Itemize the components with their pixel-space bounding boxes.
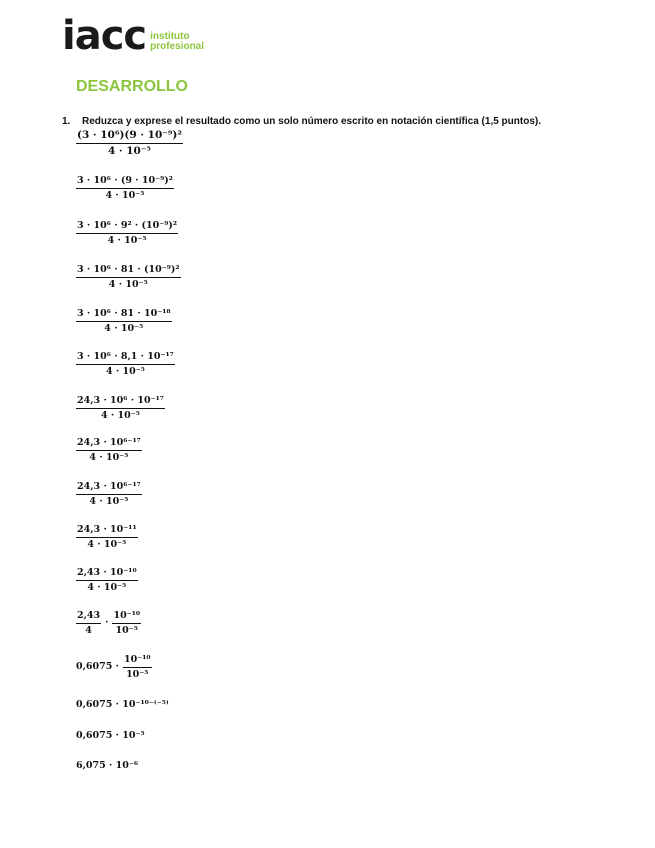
step-5 (76, 309, 172, 333)
step-9 (76, 482, 142, 506)
step-12-a-denominator: 4 (85, 624, 92, 636)
logo-line2: profesional (150, 41, 205, 52)
step-1 (76, 130, 183, 156)
step-2-numerator: 3 · 10⁶ · (9 · 10⁻⁹)² (76, 176, 174, 189)
step-13-lead: 0,6075 · (76, 661, 119, 673)
logo-subtitle (150, 32, 204, 52)
question-number: 1. (62, 116, 71, 127)
step-16: 6,075 · 10⁻⁶ (76, 760, 139, 771)
step-12-dot: · (105, 617, 109, 629)
step-3-denominator: 4 · 10⁻⁵ (107, 234, 147, 246)
step-6-numerator: 3 · 10⁶ · 8,1 · 10⁻¹⁷ (76, 352, 175, 365)
step-2 (76, 176, 174, 200)
step-9-numerator: 24,3 · 10⁶⁻¹⁷ (76, 482, 142, 495)
step-12-b-numerator: 10⁻¹⁰ (112, 611, 141, 624)
step-11-denominator: 4 · 10⁻⁵ (87, 581, 127, 593)
step-5-denominator: 4 · 10⁻⁵ (104, 322, 144, 334)
step-10-numerator: 24,3 · 10⁻¹¹ (76, 525, 138, 538)
step-1-numerator: (3 · 10⁶)(9 · 10⁻⁹)² (76, 130, 183, 144)
question-text: Reduzca y exprese el resultado como un solo número escrito en notación científica (1,5 puntos). (82, 116, 541, 127)
step-8-numerator: 24,3 · 10⁶⁻¹⁷ (76, 438, 142, 451)
step-6-denominator: 4 · 10⁻⁵ (105, 365, 145, 377)
iacc-logo (62, 13, 205, 59)
step-7-numerator: 24,3 · 10⁶ · 10⁻¹⁷ (76, 396, 165, 409)
step-9-denominator: 4 · 10⁻⁵ (89, 495, 129, 507)
question-1 (62, 116, 541, 127)
step-8 (76, 438, 142, 462)
step-12-b-denominator: 10⁻⁵ (115, 624, 138, 636)
step-4 (76, 265, 181, 289)
logo-line1: instituto (150, 31, 190, 42)
step-4-denominator: 4 · 10⁻⁵ (108, 278, 148, 290)
step-10-denominator: 4 · 10⁻⁵ (87, 538, 127, 550)
step-13-denominator: 10⁻⁵ (126, 668, 149, 680)
step-8-denominator: 4 · 10⁻⁵ (89, 451, 129, 463)
step-4-numerator: 3 · 10⁶ · 81 · (10⁻⁹)² (76, 265, 181, 278)
step-12-a-numerator: 2,43 (76, 611, 101, 624)
step-6 (76, 352, 175, 376)
step-10 (76, 525, 138, 549)
step-13 (76, 655, 152, 679)
step-11-numerator: 2,43 · 10⁻¹⁰ (76, 568, 138, 581)
step-11 (76, 568, 138, 592)
section-heading: DESARROLLO (76, 78, 188, 95)
step-3 (76, 221, 178, 245)
step-7-denominator: 4 · 10⁻⁵ (100, 409, 140, 421)
step-13-numerator: 10⁻¹⁰ (123, 655, 152, 668)
logo-mark: iacc (62, 13, 147, 59)
step-1-denominator: 4 · 10⁻⁵ (107, 144, 151, 157)
step-15: 0,6075 · 10⁻⁵ (76, 730, 145, 741)
step-2-denominator: 4 · 10⁻⁵ (105, 189, 145, 201)
step-14: 0,6075 · 10⁻¹⁰⁻⁽⁻⁵⁾ (76, 699, 169, 710)
step-3-numerator: 3 · 10⁶ · 9² · (10⁻⁹)² (76, 221, 178, 234)
step-5-numerator: 3 · 10⁶ · 81 · 10⁻¹⁸ (76, 309, 172, 322)
step-12 (76, 611, 141, 635)
step-7 (76, 396, 165, 420)
